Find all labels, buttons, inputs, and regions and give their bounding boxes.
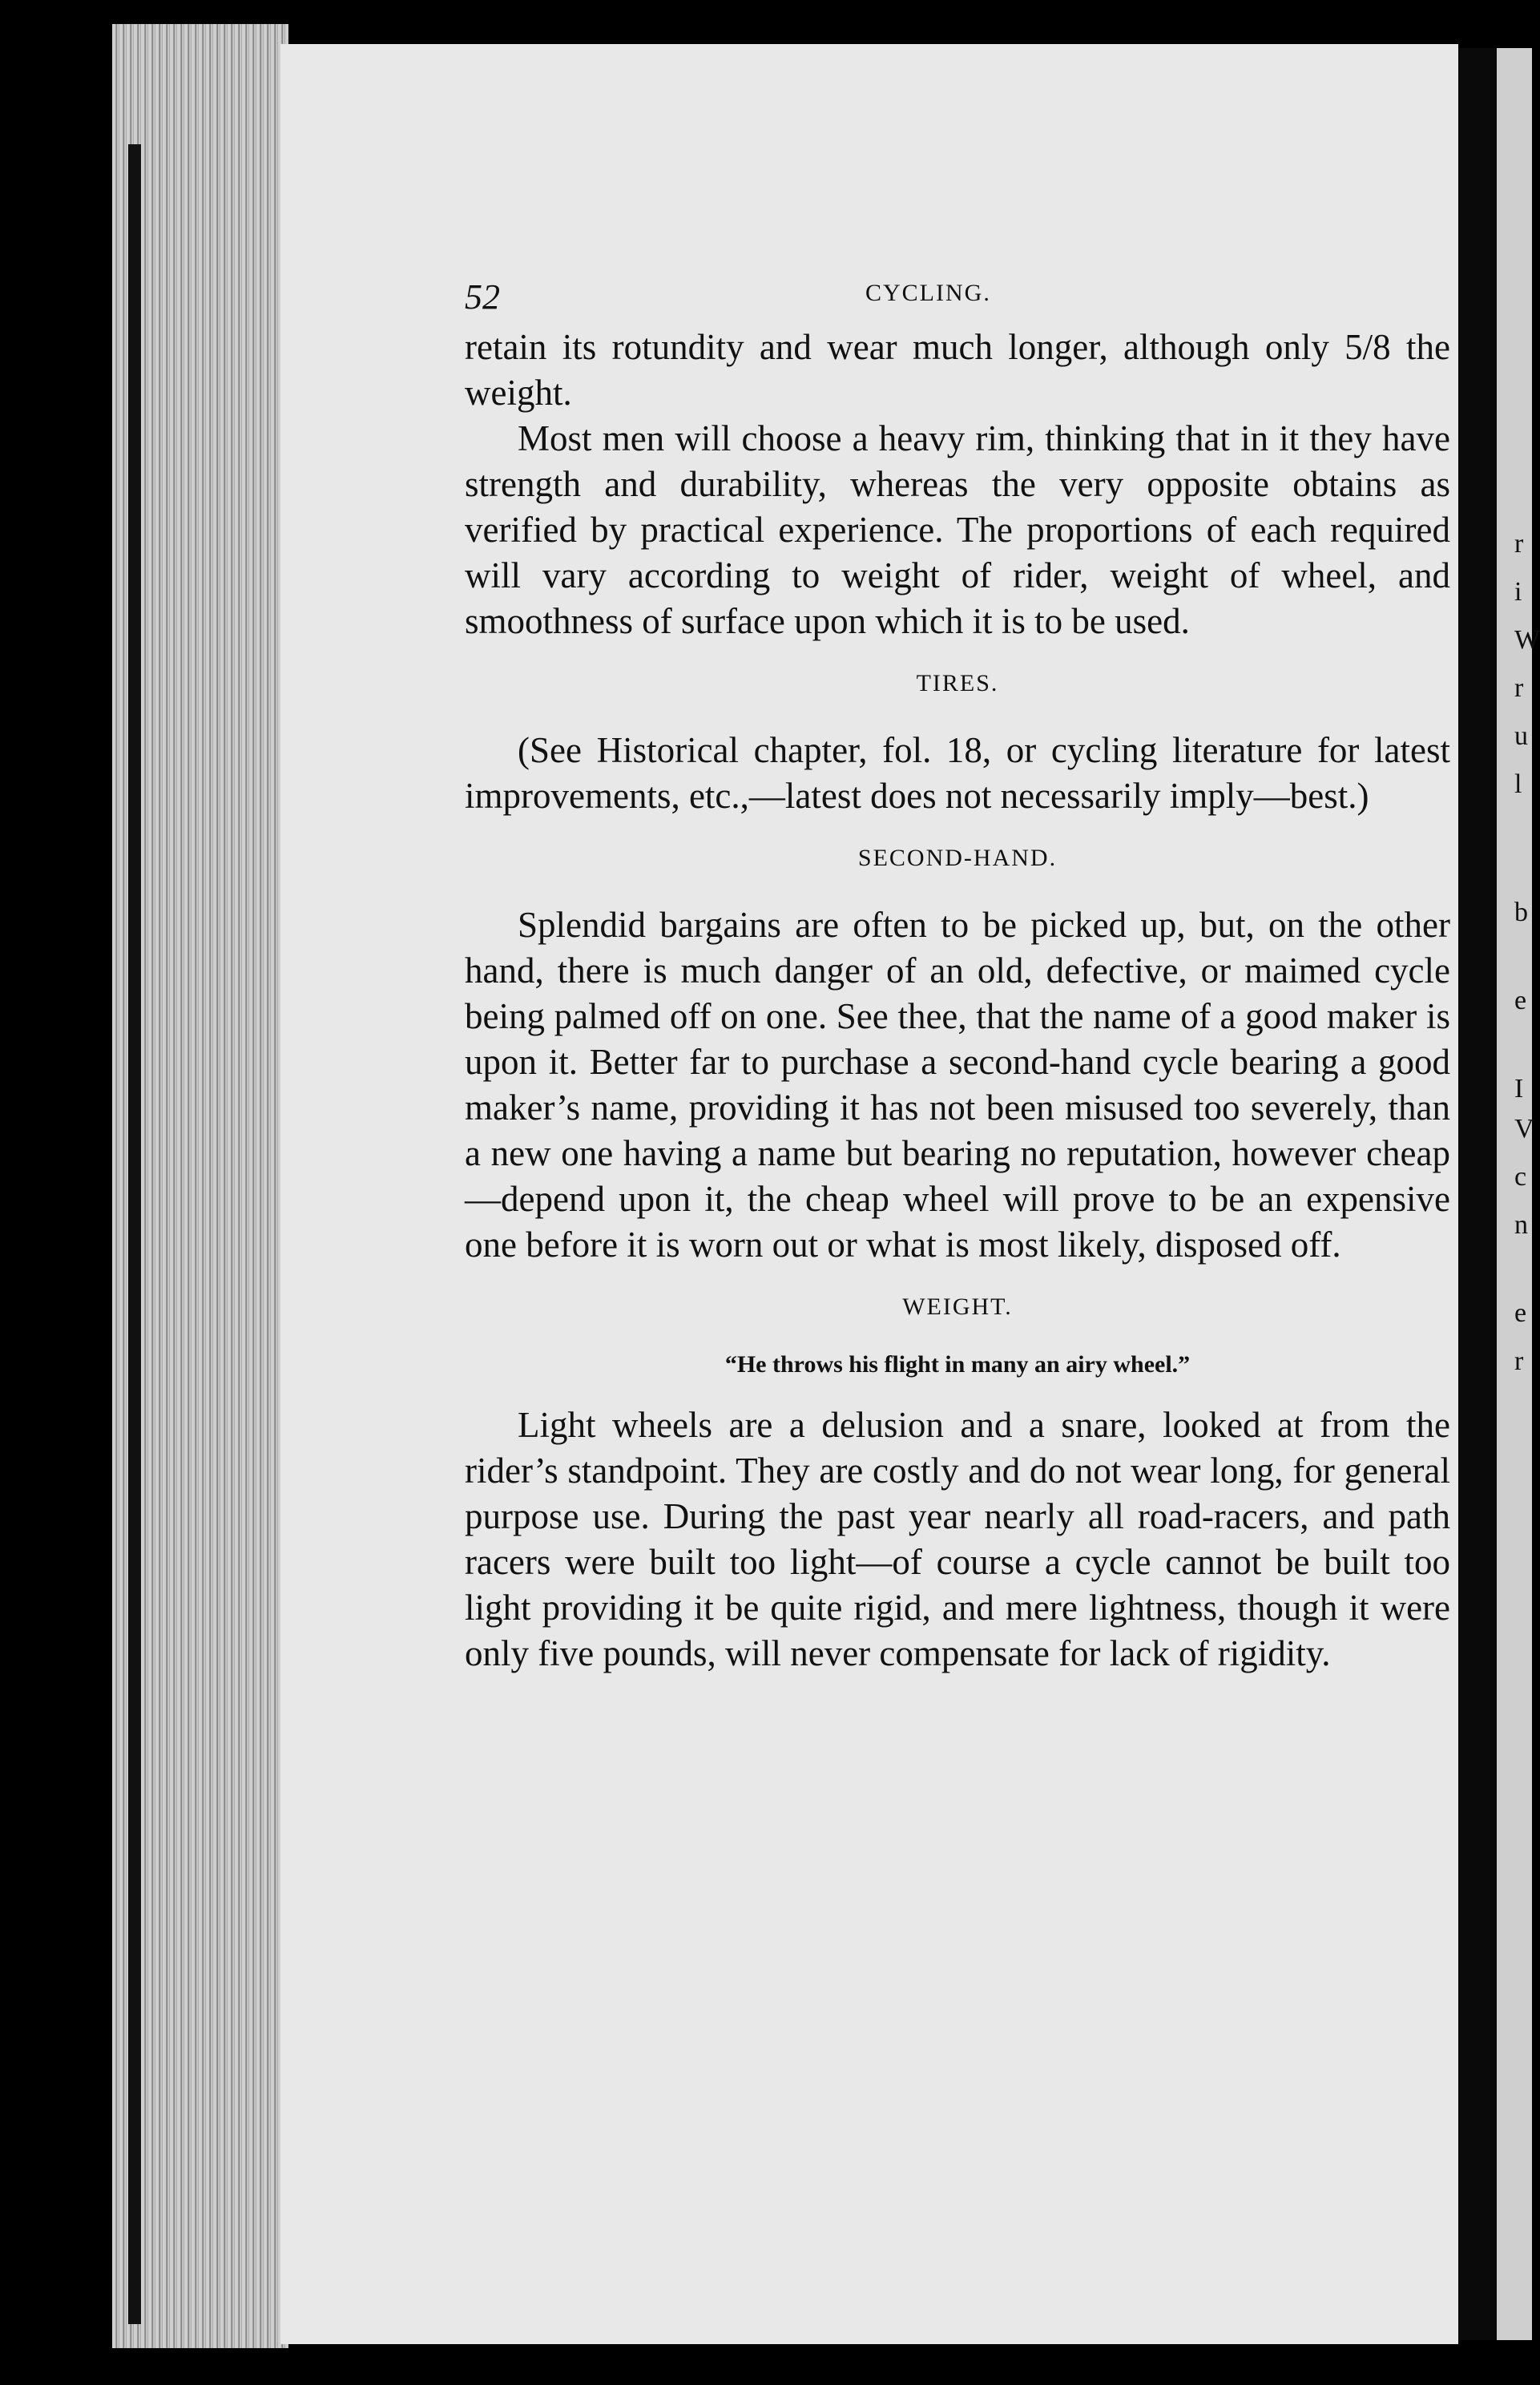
weight-epigraph: “He throws his flight in many an airy wheel.” [724, 1351, 1191, 1378]
adjacent-page-fragment: e [1514, 1298, 1527, 1328]
adjacent-page-fragment: i [1514, 577, 1522, 607]
adjacent-page-fragment: b [1514, 898, 1528, 927]
adjacent-page-fragment: u [1514, 721, 1528, 751]
adjacent-page-fragment: r [1514, 673, 1524, 703]
adjacent-page-fragment: r [1514, 1346, 1524, 1376]
continuation-paragraph: retain its rotundity and wear much longer, although only 5/8 the weight. [465, 327, 1450, 413]
adjacent-page-fragment: V [1514, 1114, 1534, 1144]
page-header [465, 276, 1450, 325]
adjacent-page-fragment: r [1514, 529, 1524, 559]
running-head: CYCLING. [865, 280, 991, 306]
adjacent-page-fragment: n [1514, 1210, 1528, 1240]
adjacent-page-fragment: W [1514, 625, 1540, 655]
adjacent-page-fragment: c [1514, 1162, 1527, 1192]
page-text-block [465, 276, 1450, 1677]
book-spine-shadow [128, 144, 141, 2324]
weight-heading: WEIGHT. [902, 1293, 1013, 1320]
second-hand-paragraph: Splendid bargains are often to be picked up, but, on the other hand, there is much danger of an old, defective, or maimed cycle being palmed off on one. See thee, that the name of a good maker is upon it. Better far to purchase a second-hand cycle bearing a good maker’s name, providing it has not been misused too severely, than a new one having a name but bearing no reputation, however cheap—depend upon it, the cheap wheel will prove to be an expensive one before it is worn out or what is most likely, disposed off. [465, 905, 1450, 1265]
adjacent-page-fragment: e [1514, 986, 1527, 1015]
second-hand-heading: SECOND-HAND. [857, 845, 1058, 871]
weight-paragraph: Light wheels are a delusion and a snare, looked at from the rider’s standpoint. They are costly and do not wear long, for general purpose use. During the past year nearly all road-racers, and path racers were built too light—of course a cycle cannot be built too light providing it be quite rigid, and mere lightness, though it were only five pounds, will never compensate for lack of rigidity. [465, 1405, 1450, 1673]
tires-heading: TIRES. [916, 670, 999, 696]
page-number: 52 [465, 277, 500, 317]
adjacent-page-edge [1497, 48, 1532, 2340]
tires-paragraph: (See Historical chapter, fol. 18, or cycling literature for latest improvements, etc.,—latest does not necessarily imply—best.) [465, 730, 1450, 816]
rims-paragraph: Most men will choose a heavy rim, thinking that in it they have strength and durability, whereas the very opposite obtains as verified by practical experience. The proportions of each required will vary according to weight of rider, weight of wheel, and smoothness of surface upon which it is to be used. [465, 418, 1450, 641]
adjacent-page-fragment: I [1514, 1074, 1524, 1104]
adjacent-page-fragment: l [1514, 769, 1522, 799]
adjacent-page-strip [1458, 48, 1540, 2340]
